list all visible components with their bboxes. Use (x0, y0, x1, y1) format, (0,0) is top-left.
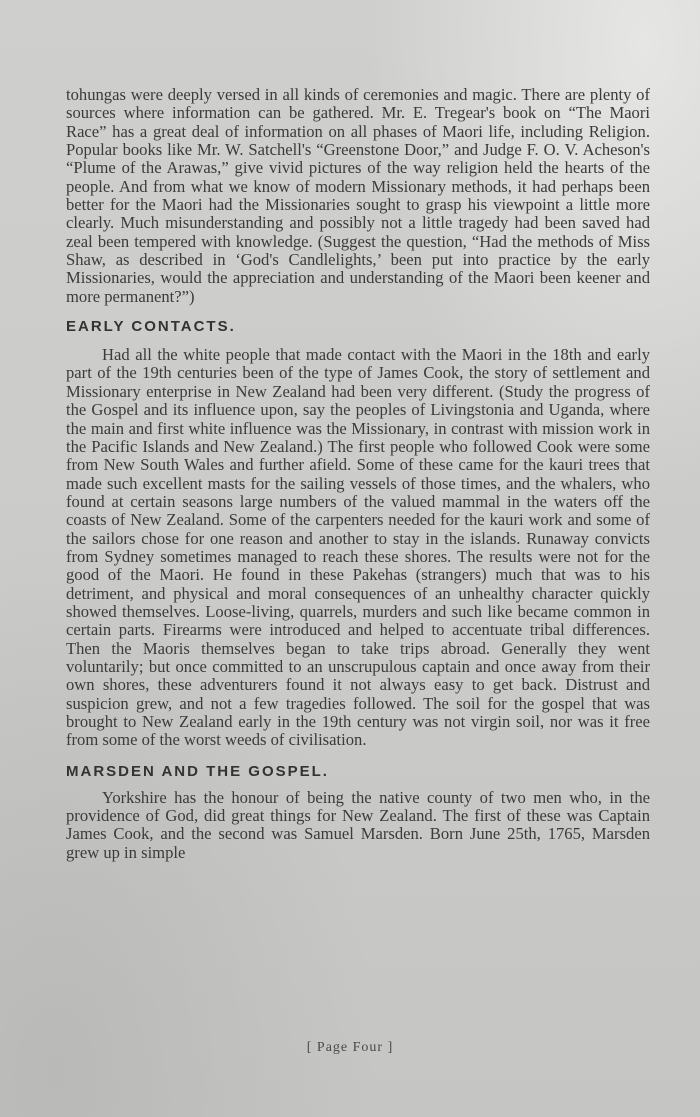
section-paragraph-early-contacts: Had all the white people that made contact with the Maori in the 18th and early part of the 19th centuries been of the type of James Cook, the story of settlement and Missionary enterprise in New Zealand had been very different. (Study the progress of the Gospel and its influence upon, say the peoples of Livingstonia and Uganda, where the main and first white influence was the Missionary, in contrast with mission work in the Pacific Islands and New Zealand.) The first people who followed Cook were some from New South Wales and further afield. Some of these came for the kauri trees that made such excellent masts for the sailing vessels of those times, and the whalers, who found at certain seasons large numbers of the valued mammal in the waters off the coasts of New Zealand. Some of the carpenters needed for the kauri work and some of the sailors chose for one reason and another to stay in the islands. Runaway convicts from Sydney sometimes managed to reach these shores. The results were not for the good of the Maori. He found in these Pakehas (strangers) much that was to his detriment, and physical and moral consequences of an unhealthy character quickly showed themselves. Loose-living, quarrels, murders and such like became common in certain parts. Firearms were introduced and helped to accentuate tribal differences. Then the Maoris themselves began to take trips abroad. Generally they went voluntarily; but once committed to an unscrupulous captain and once away from their own shores, these adventurers found it not always easy to get back. Distrust and suspicion grew, and not a few tragedies followed. The soil for the gospel that was brought to New Zealand early in the 19th century was not virgin soil, nor was it free from some of the worst weeds of civilisation. (66, 345, 650, 750)
section-heading-early-contacts: EARLY CONTACTS. (66, 318, 236, 336)
section-heading-marsden: MARSDEN AND THE GOSPEL. (66, 762, 329, 780)
page-content (66, 86, 650, 862)
page-footer: [ Page Four ] (306, 1040, 394, 1055)
intro-paragraph: tohungas were deeply versed in all kinds of ceremonies and magic. There are plenty of sources where information can be gathered. Mr. E. Tregear's book on “The Maori Race” has a great deal of information on all phases of Maori life, including Religion. Popular books like Mr. W. Satchell's “Greenstone Door,” and Judge F. O. V. Acheson's “Plume of the Arawas,” give vivid pictures of the way religion held the hearts of the people. And from what we know of modern Missionary methods, it had perhaps been better for the Maori had the Missionaries sought to grasp his viewpoint a little more clearly. Much misunderstanding and possibly not a little tragedy had been saved had zeal been tempered with knowledge. (Suggest the question, “Had the methods of Miss Shaw, as described in ‘God's Candlelights,’ been put into practice by the early Missionaries, would the appreciation and understanding of the Maori been keener and more permanent?”) (66, 85, 650, 306)
section-paragraph-marsden: Yorkshire has the honour of being the native county of two men who, in the providence of God, did great things for New Zealand. The first of these was Captain James Cook, and the second was Samuel Marsden. Born June 25th, 1765, Marsden grew up in simple (66, 787, 650, 862)
